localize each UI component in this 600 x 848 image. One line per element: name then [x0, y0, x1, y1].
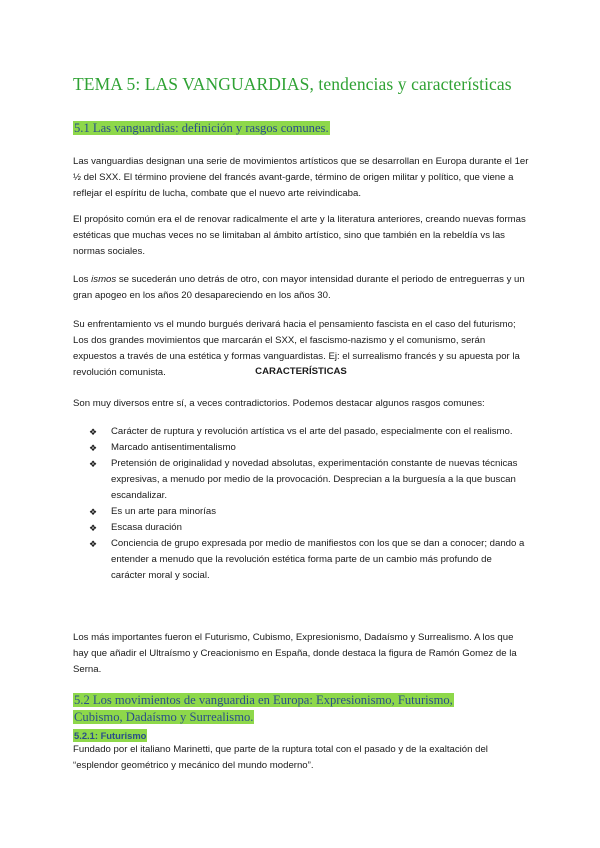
- list-item-text: Carácter de ruptura y revolución artística vs el arte del pasado, especialmente con el realismo.: [111, 426, 513, 437]
- diamond-bullet-icon: ❖: [89, 459, 98, 469]
- subsection-heading-futurismo: 5.2.1: Futurismo: [74, 730, 147, 741]
- caracteristicas-intro: Son muy diversos entre sí, a veces contradictorios. Podemos destacar algunos rasgos comunes:: [73, 398, 485, 409]
- section-heading-5-1: [73, 120, 533, 137]
- list-item-text: Escasa duración: [111, 522, 182, 533]
- list-item: [73, 440, 529, 456]
- list-item-text: Es un arte para minorías: [111, 506, 217, 517]
- list-item: [73, 456, 529, 504]
- list-item: [73, 536, 529, 584]
- list-item: [73, 424, 529, 440]
- list-item-text: Conciencia de grupo expresada por medio de manifiestos con los que se dan a conocer; dando a entender a menudo que la revolución estética forma parte de un cambio más profundo de carácter moral y social.: [111, 538, 525, 581]
- paragraph-definition: Las vanguardias designan una serie de movimientos artísticos que se desarrollan en Europa durante el 1er ½ del SXX. El término proviene del francés avant-garde, término de origen militar y político, que viene a reflejar el espíritu de lucha, combate que el nuevo arte reivindicaba.: [73, 156, 529, 199]
- list-item-text: Pretensión de originalidad y novedad absolutas, experimentación constante de nuevas técnicas expresivas, a menudo por medio de la provocación. Desprecian a la burguesía a la que buscan escandalizar.: [111, 458, 518, 501]
- diamond-bullet-icon: ❖: [89, 539, 98, 549]
- section-heading-5-2-text: 5.2 Los movimientos de vanguardia en Europa: Expresionismo, Futurismo, Cubismo, Dadaísmo y Surrealismo.: [74, 693, 453, 724]
- paragraph-ismos-post: se sucederán uno detrás de otro, con mayor intensidad durante el periodo de entreguerras y un gran apogeo en los años 20 desapareciendo en los años 30.: [73, 274, 525, 301]
- list-item: [73, 504, 529, 520]
- diamond-bullet-icon: ❖: [89, 443, 98, 453]
- list-item: [73, 520, 529, 536]
- diamond-bullet-icon: ❖: [89, 427, 98, 437]
- diamond-bullet-icon: ❖: [89, 523, 98, 533]
- paragraph-ismos-pre: Los: [73, 274, 92, 285]
- paragraph-bourgeois: Su enfrentamiento vs el mundo burgués derivará hacia el pensamiento fascista en el caso del futurismo; Los dos grandes movimientos que marcarán el SXX, el fascismo-nazismo y el comunismo, serán expuestos a través de una estética y formas vanguardistas. Ej: el surrealismo francés y su apuesta por la revolución comunista.: [73, 319, 520, 378]
- document-title: TEMA 5: LAS VANGUARDIAS, tendencias y características: [73, 74, 512, 94]
- paragraph-ismos: [73, 272, 529, 304]
- diamond-bullet-icon: ❖: [89, 507, 98, 517]
- paragraph-ismos-em: ismos: [91, 274, 117, 285]
- caracteristicas-list: [73, 424, 529, 584]
- paragraph-purpose: El propósito común era el de renovar radicalmente el arte y la literatura anteriores, creando nuevas formas estéticas que muchas veces no se limitaban al ámbito artístico, sino que también en la rebeldía vs las normas sociales.: [73, 214, 526, 257]
- section-heading-5-1-text: 5.1 Las vanguardias: definición y rasgos comunes.: [74, 121, 329, 135]
- list-item-text: Marcado antisentimentalismo: [111, 442, 236, 453]
- section-heading-5-2: [73, 692, 493, 726]
- paragraph-main-movements: Los más importantes fueron el Futurismo, Cubismo, Expresionismo, Dadaísmo y Surrealismo. A los que hay que añadir el Ultraísmo y Creacionismo en España, donde destaca la figura de Ramón Gomez de la Serna.: [73, 632, 517, 675]
- caracteristicas-heading: CARACTERÍSTICAS: [255, 366, 347, 377]
- paragraph-futurismo: Fundado por el italiano Marinetti, que parte de la ruptura total con el pasado y de la exaltación del “esplendor geométrico y mecánico del mundo moderno”.: [73, 744, 488, 771]
